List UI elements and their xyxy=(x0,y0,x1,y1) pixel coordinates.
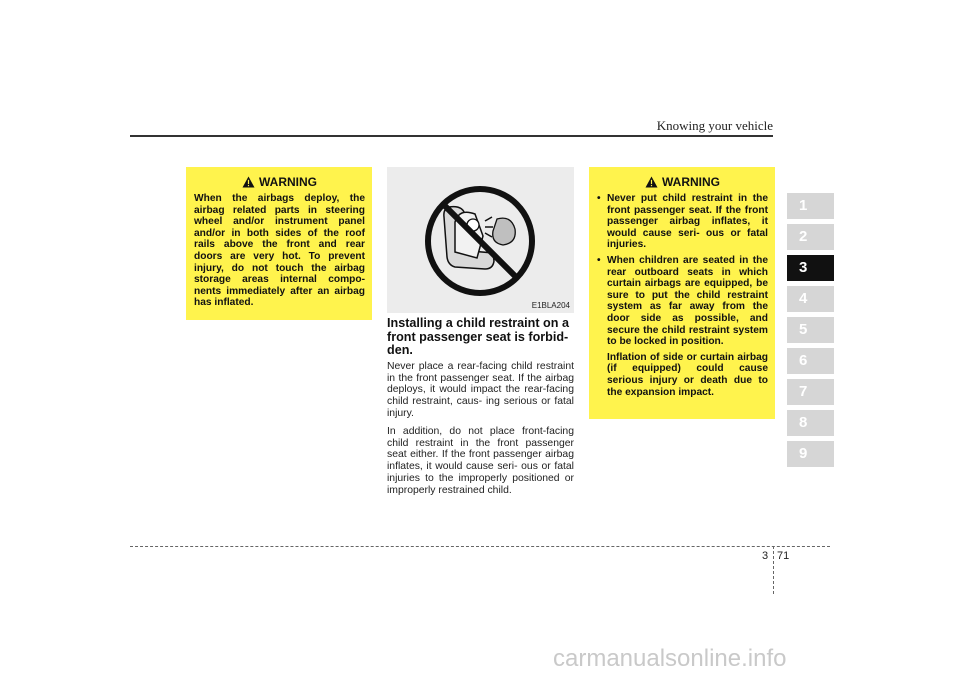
section-paragraph-2: In addition, do not place front-facing child restraint in the front passenger seat either. If the front passenger airbag inflates, it would cause seri- ous or fatal injuries to the improperly positioned or improperly restrained child. xyxy=(387,426,574,496)
warning-item-text: Never put child restraint in the front passenger seat. If the front passenger airbag inflates, it would cause seri- ous or fatal injuries. xyxy=(607,193,768,251)
footer-rule xyxy=(130,546,830,547)
section-title: Installing a child restraint on a front passenger seat is forbid- den. xyxy=(387,316,569,357)
warning-box-right xyxy=(589,167,775,419)
footer-divider xyxy=(773,546,774,594)
chapter-tab-1[interactable]: 1 xyxy=(787,193,834,219)
figure-no-child-seat xyxy=(387,167,574,313)
warning-list xyxy=(597,193,768,398)
chapter-tab-4[interactable]: 4 xyxy=(787,286,834,312)
watermark: carmanualsonline.info xyxy=(553,645,787,672)
chapter-tab-6[interactable]: 6 xyxy=(787,348,834,374)
header-rule xyxy=(130,135,773,137)
section-paragraph-1: Never place a rear-facing child restraint in the front passenger seat. If the airbag deploys, it would impact the rear-facing child restraint, caus- ing serious or fatal injury. xyxy=(387,361,574,419)
bullet-icon: • xyxy=(597,193,601,204)
warning-box-left xyxy=(186,167,372,320)
warning-triangle-icon xyxy=(242,176,255,188)
warning-item-extra-text: Inflation of side or curtain airbag (if equipped) could cause serious injury or death due to the expansion impact. xyxy=(607,351,768,398)
warning-list-item xyxy=(597,193,768,251)
warning-item-text: When children are seated in the rear outboard seats in which curtain airbags are equipped, be sure to put the child restraint system as far away from the door side as possible, and secure the child restraint system to be locked in position. xyxy=(607,254,768,348)
page-chapter-number: 3 xyxy=(762,550,769,562)
warning-heading xyxy=(194,175,365,189)
chapter-tab-2[interactable]: 2 xyxy=(787,224,834,250)
chapter-tab-5[interactable]: 5 xyxy=(787,317,834,343)
warning-list-item xyxy=(597,255,768,398)
warning-heading xyxy=(597,175,768,189)
warning-body-text: When the airbags deploy, the airbag related parts in steering wheel and/or instrument panel and/or in both sides of the roof rails above the front and rear doors are very hot. To prevent injury, do not touch the airbag storage areas internal compo- nents immediately after an airbag has inflated. xyxy=(194,193,365,309)
page-number: 71 xyxy=(777,550,790,562)
chapter-tabs xyxy=(787,193,834,472)
prohibited-child-seat-icon xyxy=(387,167,574,313)
chapter-tab-8[interactable]: 8 xyxy=(787,410,834,436)
bullet-icon: • xyxy=(597,254,601,266)
warning-heading-text: WARNING xyxy=(662,175,720,189)
chapter-tab-7[interactable]: 7 xyxy=(787,379,834,405)
chapter-tab-9[interactable]: 9 xyxy=(787,441,834,467)
warning-heading-text: WARNING xyxy=(259,175,317,189)
page-header-title: Knowing your vehicle xyxy=(656,118,773,133)
warning-triangle-icon xyxy=(645,176,658,188)
chapter-tab-3[interactable]: 3 xyxy=(787,255,834,281)
figure-code: E1BLA204 xyxy=(531,301,570,310)
